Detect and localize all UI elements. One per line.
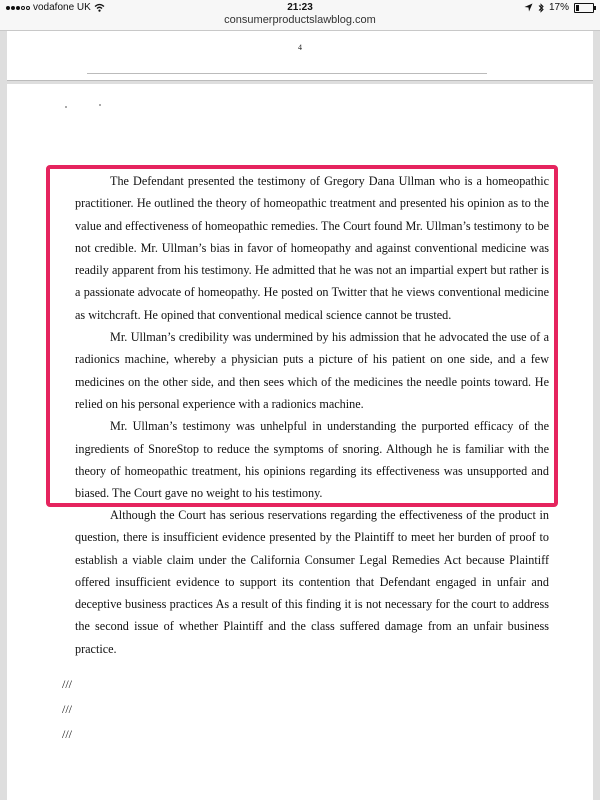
paragraph: Although the Court has serious reservations regarding the effectiveness of the product in question, there is insufficient evidence presented by the Plaintiff to meet her burden of proof to establish a viable claim under the California Consumer Legal Remedies Act because Plaintiff offered insufficient evidence to support its contention that Defendant engaged in unfair and deceptive business practices As a result of this finding it is not necessary for the court to address the second issue of whether Plaintiff and the class suffered damage from an unfair business practice. (75, 508, 549, 656)
battery-percent: 17% (548, 2, 569, 13)
section-separator: /// (62, 702, 73, 716)
highlighted-text (75, 170, 549, 504)
url-text[interactable]: consumerproductslawblog.com (224, 14, 376, 26)
status-time: 21:23 (287, 2, 313, 13)
battery-icon (574, 3, 594, 13)
document-page (7, 84, 593, 800)
scan-speck (99, 104, 101, 106)
previous-page-bottom (7, 31, 593, 81)
location-icon (524, 3, 533, 12)
paragraph: The Defendant presented the testimony of Gregory Dana Ullman who is a homeopathic practitioner. He outlined the theory of homeopathic treatment and presented his opinion as to the value and effectiveness of homeopathic remedies. The Court found Mr. Ullman’s testimony to be not credible. Mr. Ullman’s bias in favor of homeopathy and against conventional medicine was readily apparent from his testimony. He admitted that he was not an impartial expert but rather is a passionate advocate of homeopathy. He posted on Twitter that he views conventional medicine as witchcraft. He opined that conventional medical science cannot be trusted. (75, 174, 549, 322)
scan-speck (65, 106, 67, 108)
carrier-label: vodafone UK (33, 2, 91, 13)
page-number: 4 (298, 43, 302, 52)
page-divider (87, 73, 487, 74)
paragraph: Mr. Ullman’s testimony was unhelpful in understanding the purported efficacy of the ingredients of SnoreStop to reduce the symptoms of snoring. Although he is familiar with the theory of homeopathic treatment, his opinions regarding its effectiveness was unsupported and biased. The Court gave no weight to his testimony. (75, 419, 549, 501)
section-separator: /// (62, 677, 73, 691)
bluetooth-icon (538, 3, 544, 13)
url-bar[interactable] (0, 14, 600, 31)
paragraph: Mr. Ullman’s credibility was undermined by his admission that he advocated the use of a radionics machine, whereby a physician puts a picture of his patient on one side, and a few medicines on the other side, and then sees which of the medicines the needle points toward. He relied on his personal experience with a radionics machine. (75, 330, 549, 411)
following-text (75, 504, 549, 660)
section-separator: /// (62, 727, 73, 741)
status-right (524, 2, 594, 13)
